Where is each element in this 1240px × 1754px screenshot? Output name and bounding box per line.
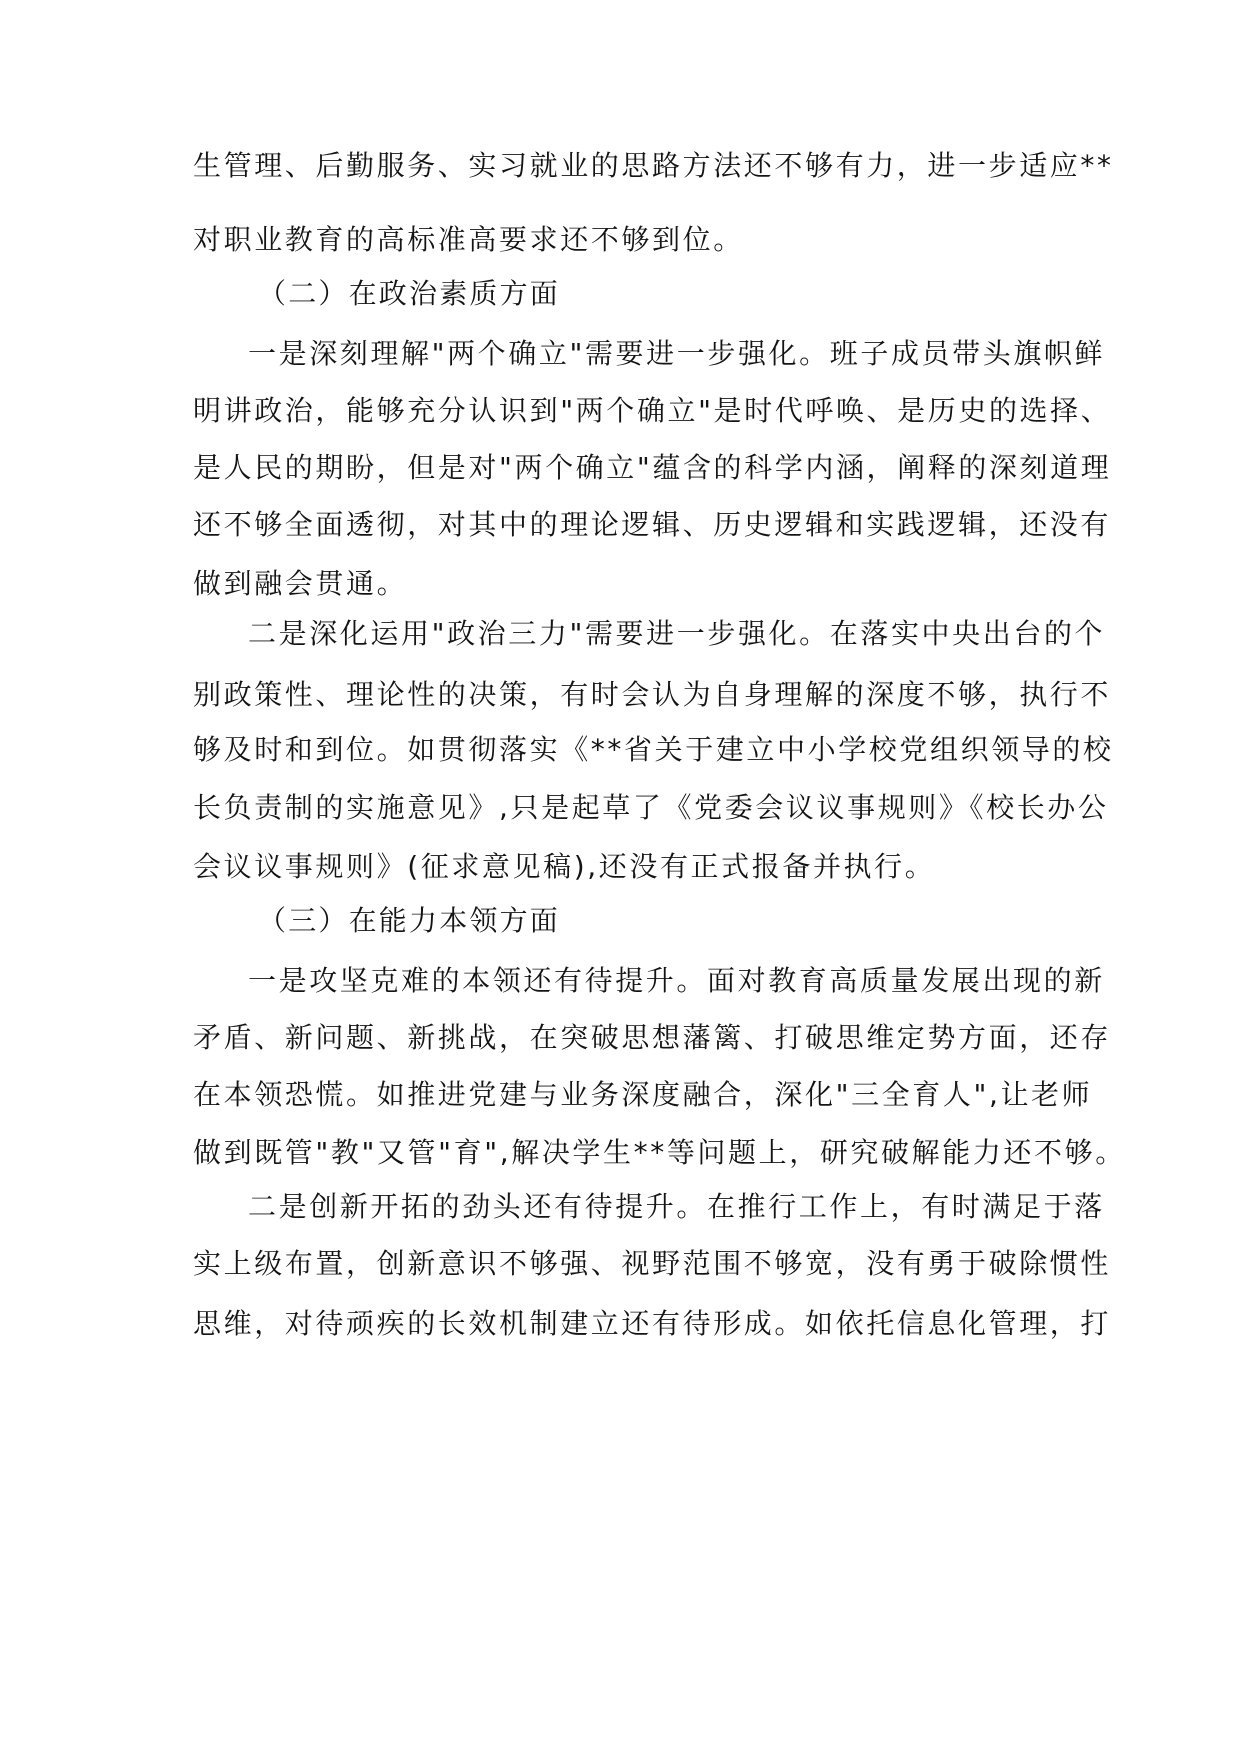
text-line: 还不够全面透彻，对其中的理论逻辑、历史逻辑和实践逻辑，还没有 <box>193 508 1112 541</box>
text-line: 是人民的期盼，但是对"两个确立"蕴含的科学内涵，阐释的深刻道理 <box>193 451 1112 484</box>
text-line: 对职业教育的高标准高要求还不够到位。 <box>193 223 744 256</box>
text-line: 别政策性、理论性的决策，有时会认为自身理解的深度不够，执行不 <box>193 678 1112 711</box>
text-line: 长负责制的实施意见》,只是起草了《党委会议议事规则》《校长办公 <box>193 791 1109 824</box>
text-line: 矛盾、新问题、新挑战，在突破思想藩篱、打破思维定势方面，还存 <box>193 1021 1112 1054</box>
text-line: 做到融会贯通。 <box>193 567 408 600</box>
text-line: 明讲政治，能够充分认识到"两个确立"是时代呼唤、是历史的选择、 <box>193 394 1112 427</box>
text-line: 够及时和到位。如贯彻落实《**省关于建立中小学校党组织领导的校 <box>193 733 1114 766</box>
text-line: 在本领恐慌。如推进党建与业务深度融合，深化"三全育人",让老师 <box>193 1078 1093 1111</box>
section-heading: （二）在政治素质方面 <box>258 277 561 310</box>
section-heading: （三）在能力本领方面 <box>258 904 561 937</box>
text-line: 实上级布置，创新意识不够强、视野范围不够宽，没有勇于破除惯性 <box>193 1247 1112 1280</box>
text-line: 一是攻坚克难的本领还有待提升。面对教育高质量发展出现的新 <box>248 964 1105 997</box>
text-line: 做到既管"教"又管"育",解决学生**等问题上，研究破解能力还不够。 <box>193 1136 1126 1169</box>
text-line: 二是深化运用"政治三力"需要进一步强化。在落实中央出台的个 <box>248 617 1106 650</box>
text-line: 思维，对待顽疾的长效机制建立还有待形成。如依托信息化管理，打 <box>193 1307 1112 1340</box>
text-line: 会议议事规则》(征求意见稿),还没有正式报备并执行。 <box>193 850 936 883</box>
text-line: 二是创新开拓的劲头还有待提升。在推行工作上，有时满足于落 <box>248 1190 1105 1223</box>
text-line: 一是深刻理解"两个确立"需要进一步强化。班子成员带头旗帜鲜 <box>248 337 1106 370</box>
text-line: 生管理、后勤服务、实习就业的思路方法还不够有力，进一步适应** <box>193 149 1114 182</box>
